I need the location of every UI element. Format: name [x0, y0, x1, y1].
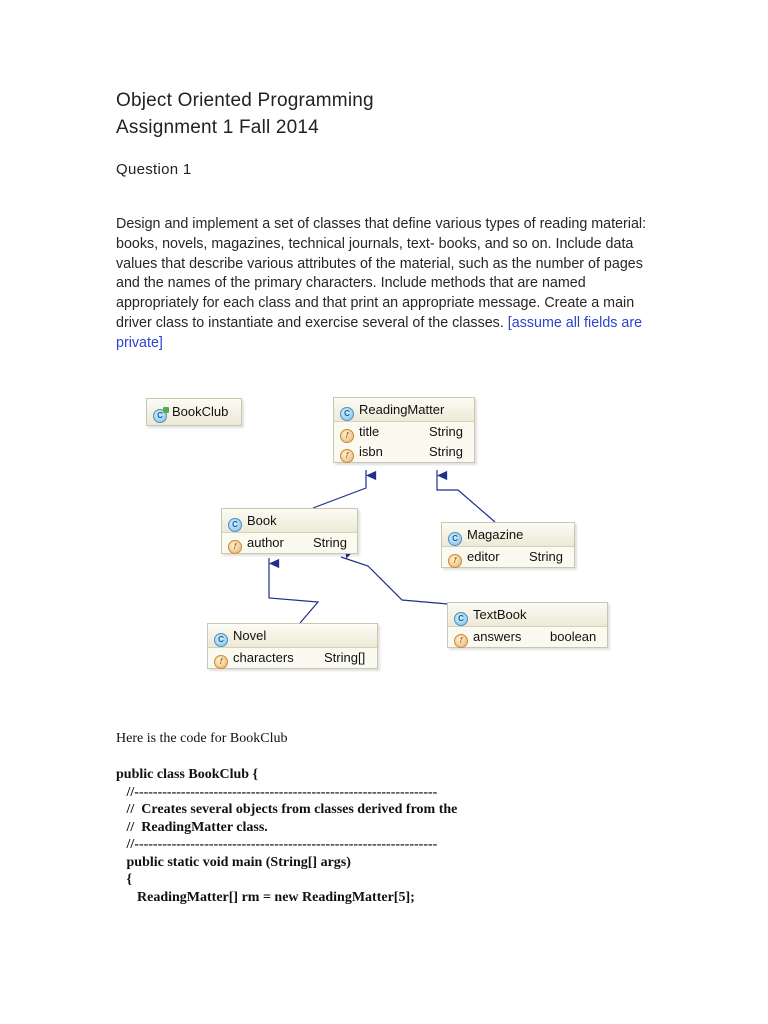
field-icon: f	[454, 634, 468, 648]
class-name: Book	[247, 513, 277, 528]
code-line: // Creates several objects from classes derived from the	[116, 802, 458, 817]
field-icon: f	[340, 449, 354, 463]
class-name: ReadingMatter	[359, 402, 445, 417]
class-novel	[207, 623, 378, 669]
class-textbook	[447, 602, 608, 648]
arrow-book-to-readingmatter	[313, 470, 366, 508]
field-name: title	[359, 424, 380, 439]
main-class-icon: C	[153, 409, 167, 423]
code-line: public class BookClub {	[116, 767, 259, 782]
class-name: Magazine	[467, 527, 524, 542]
question-body	[116, 215, 656, 354]
question-text: Design and implement a set of classes that define various types of reading material: books, novels, magazines, technical journals, text- books, and so on. Include data values that describe various attributes of the material, such as the number of pages and the names of the primary characters. Include methods that are named appropriately for each class and that print an appropriate message. Create a main driver class to instantiate and exercise several of the classes.	[116, 216, 647, 331]
field-type: String	[313, 535, 347, 550]
code-line: //-----------------------------------------------------------------	[116, 784, 438, 800]
code-line: {	[116, 872, 133, 887]
class-name: Novel	[233, 628, 267, 643]
class-book	[221, 508, 358, 554]
field-icon: f	[448, 554, 462, 568]
uml-diagram	[0, 380, 768, 680]
field-row	[208, 648, 377, 668]
field-name: characters	[233, 650, 294, 665]
field-type: boolean	[550, 629, 597, 644]
class-icon: C	[454, 612, 468, 626]
field-type: String	[429, 444, 463, 459]
class-icon: C	[340, 407, 354, 421]
field-icon: f	[340, 429, 354, 443]
class-bookclub	[146, 398, 242, 426]
field-row	[334, 422, 474, 442]
field-row	[448, 627, 607, 647]
code-intro: Here is the code for BookClub	[116, 731, 288, 746]
arrow-novel-to-book	[269, 558, 318, 623]
class-icon: C	[214, 633, 228, 647]
class-readingmatter	[333, 397, 475, 463]
field-name: author	[247, 535, 284, 550]
code-line: ReadingMatter[] rm = new ReadingMatter[5];	[116, 889, 415, 905]
field-type: String[]	[324, 650, 366, 665]
field-type: String	[529, 549, 563, 564]
field-type: String	[429, 424, 463, 439]
field-row	[442, 547, 574, 567]
field-icon: f	[214, 655, 228, 669]
class-name: TextBook	[473, 607, 527, 622]
arrow-textbook-to-book	[341, 557, 448, 604]
class-magazine	[441, 522, 575, 568]
class-icon: C	[228, 518, 242, 532]
code-line: public static void main (String[] args)	[116, 854, 351, 870]
document-title: Object Oriented Programming	[116, 90, 374, 111]
code-line: //-----------------------------------------------------------------	[116, 837, 438, 852]
question-heading: Question 1	[116, 161, 192, 178]
question-note: [assume all fields are private]	[116, 314, 643, 351]
field-name: editor	[467, 549, 500, 564]
class-icon: C	[448, 532, 462, 546]
field-name: isbn	[359, 444, 383, 459]
field-icon: f	[228, 540, 242, 554]
field-row	[334, 442, 474, 462]
field-name: answers	[473, 629, 522, 644]
code-block	[116, 766, 457, 906]
field-row	[222, 533, 357, 553]
class-name: BookClub	[172, 404, 229, 419]
document-subtitle: Assignment 1 Fall 2014	[116, 117, 319, 138]
code-line: // ReadingMatter class.	[116, 819, 268, 835]
arrow-magazine-to-readingmatter	[437, 470, 495, 522]
